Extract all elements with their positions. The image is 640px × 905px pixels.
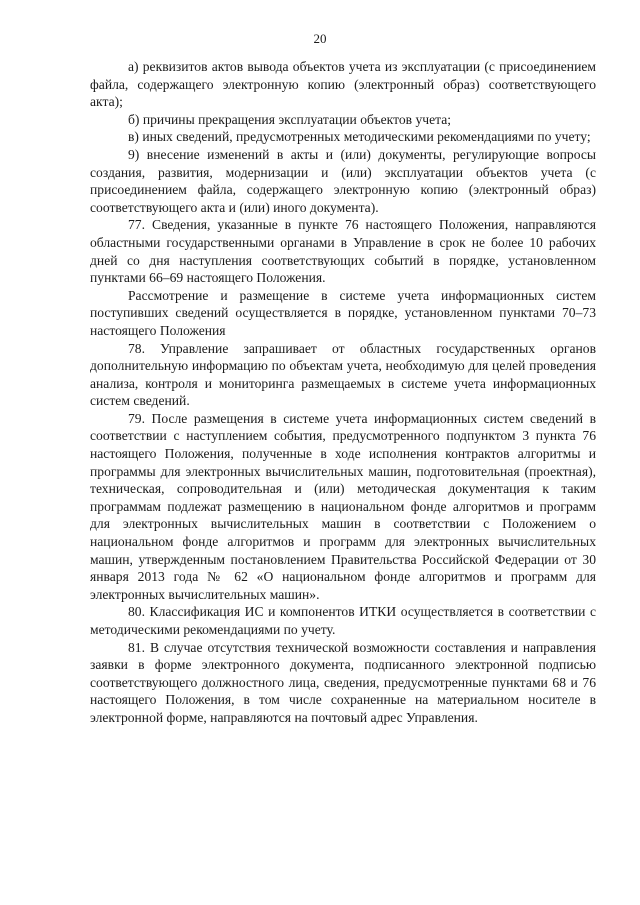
paragraph-78: 78. Управление запрашивает от областных государственных органов дополнительную информацию по объектам учета, необходимую для целей проведения анализа, контроля и мониторинга размещаемых в системе учета информационных систем сведений. [90,340,596,409]
paragraph-subitem-v: в) иных сведений, предусмотренных методическими рекомендациями по учету; [128,129,591,145]
paragraph-81: 81. В случае отсутствия технической возможности составления и направления заявки в форме электронного документа, подписанного электронной подписью соответствующего должностного лица, сведения, предусмотренные пунктами 68 и 76 настоящего Положения, в том числе сохраненные на материальном носителе в электронной форме, направляются на почтовый адрес Управления. [90,639,596,725]
paragraph-subitem-b: б) причины прекращения эксплуатации объектов учета; [128,111,452,127]
paragraph-80: 80. Классификация ИС и компонентов ИТКИ осуществляется в соответствии с методическими рекомендациями по учету. [90,604,596,637]
document-body [90,58,596,727]
paragraph-77: 77. Сведения, указанные в пункте 76 настоящего Положения, направляются областными государственными органами в Управление в срок не более 10 рабочих дней со дня наступления соответствующих событий в порядке, установленном пунктами 66–69 настоящего Положения. [90,217,596,286]
page-number: 20 [313,31,327,46]
paragraph-77-continued: Рассмотрение и размещение в системе учета информационных систем поступивших сведений осуществляется в порядке, установленном пунктами 70–73 настоящего Положения [90,287,596,338]
paragraph-79: 79. После размещения в системе учета информационных систем сведений в соответствии с наступлением события, предусмотренного подпунктом 3 пункта 76 настоящего Положения, полученные в ходе исполнения контрактов алгоритмы и программы для электронных вычислительных машин, подготовительная (проектная), техническая, сопроводительная и (или) методическая документация к таким программам подлежат размещению в национальном фонде алгоритмов и программ для электронных вычислительных машин в соответствии с Положением о национальном фонде алгоритмов и программ для электронных вычислительных машин, утвержденным постановлением Правительства Российской Федерации от 30 января 2013 года № 62 «О национальном фонде алгоритмов и программ для электронных вычислительных машин». [90,410,596,602]
paragraph-subitem-a: а) реквизитов актов вывода объектов учета из эксплуатации (с присоединением файла, содержащего электронную копию (электронный образ) соответствующего акта); [90,59,596,110]
paragraph-item-9: 9) внесение изменений в акты и (или) документы, регулирующие вопросы создания, развития, модернизации и (или) эксплуатации объектов учета (с присоединением файла, содержащего электронную копию (электронный образ) соответствующего акта и (или) иного документа). [90,146,596,215]
